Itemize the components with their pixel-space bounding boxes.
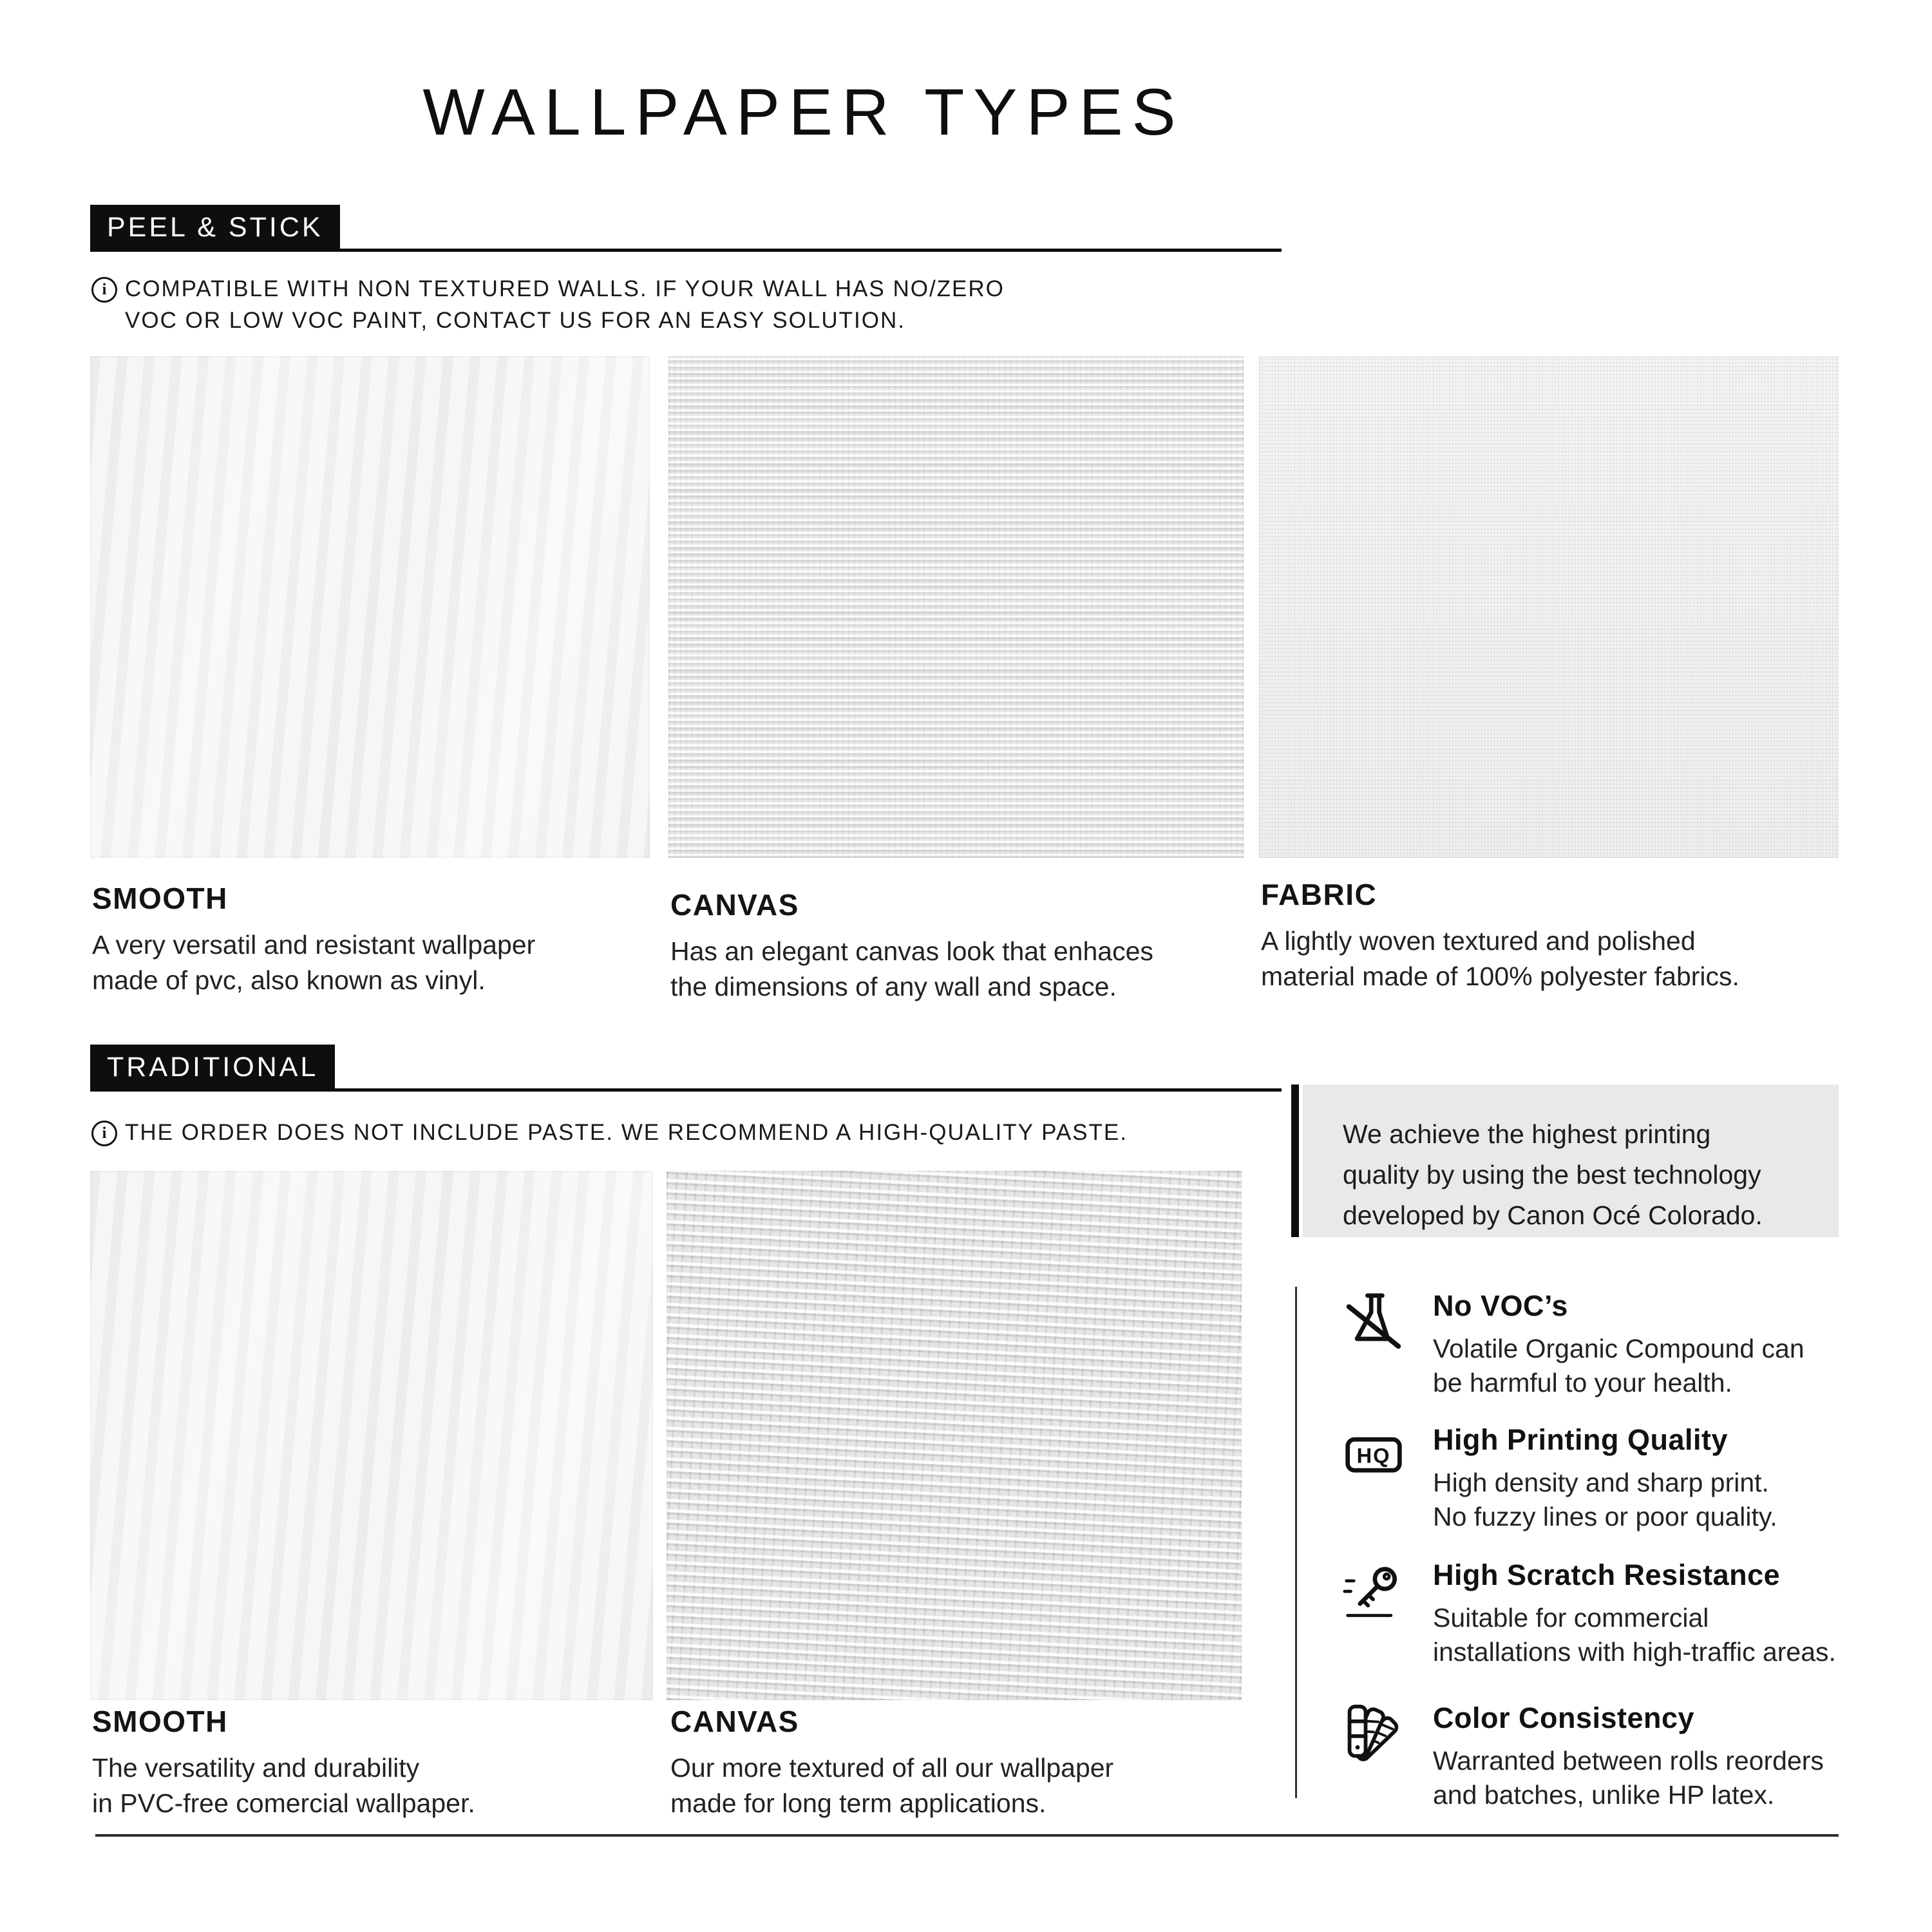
caption-peel-stick-smooth bbox=[92, 881, 659, 998]
desc-line: Our more textured of all our wallpaper bbox=[670, 1753, 1114, 1783]
bottom-divider-line bbox=[95, 1834, 1839, 1837]
quote-line: We achieve the highest printing bbox=[1343, 1119, 1711, 1149]
sample-description bbox=[1261, 923, 1828, 994]
info-note-text bbox=[125, 273, 1005, 336]
desc-line: made for long term applications. bbox=[670, 1788, 1046, 1818]
sample-title: CANVAS bbox=[670, 888, 799, 922]
caption-traditional-canvas bbox=[670, 1704, 1237, 1821]
sample-image-peel-stick-fabric bbox=[1259, 356, 1839, 858]
sample-description bbox=[92, 1750, 659, 1821]
info-note-peel-stick bbox=[91, 273, 1005, 336]
section-header-peel-stick bbox=[90, 205, 1282, 252]
feature-description bbox=[1433, 1466, 1777, 1534]
feature-title: Color Consistency bbox=[1433, 1701, 1695, 1734]
info-line: THE ORDER DOES NOT INCLUDE PASTE. WE RECOMMEND A HIGH-QUALITY PASTE. bbox=[125, 1120, 1128, 1145]
feature-high-printing-quality bbox=[1343, 1423, 1852, 1534]
desc-line: Warranted between rolls reorders bbox=[1433, 1746, 1824, 1776]
feature-description bbox=[1433, 1601, 1836, 1669]
feature-description bbox=[1433, 1744, 1824, 1812]
info-icon: i bbox=[91, 277, 117, 303]
printing-quality-quote bbox=[1303, 1084, 1839, 1237]
section-label-peel-stick: PEEL & STICK bbox=[90, 205, 340, 249]
feature-color-consistency bbox=[1343, 1701, 1852, 1812]
desc-line: High density and sharp print. bbox=[1433, 1468, 1769, 1497]
scratch-key-icon bbox=[1343, 1558, 1407, 1629]
caption-traditional-smooth bbox=[92, 1704, 659, 1821]
desc-line: No fuzzy lines or poor quality. bbox=[1433, 1502, 1777, 1531]
feature-high-scratch-resistance bbox=[1343, 1558, 1852, 1669]
sample-description bbox=[92, 927, 659, 998]
sample-description bbox=[670, 1750, 1237, 1821]
desc-line: A lightly woven textured and polished bbox=[1261, 926, 1696, 956]
quote-line: developed by Canon Océ Colorado. bbox=[1343, 1200, 1763, 1230]
feature-text bbox=[1433, 1423, 1777, 1534]
desc-line: Has an elegant canvas look that enhaces bbox=[670, 936, 1153, 966]
desc-line: in PVC-free comercial wallpaper. bbox=[92, 1788, 475, 1818]
feature-no-vocs bbox=[1343, 1289, 1852, 1400]
desc-line: installations with high-traffic areas. bbox=[1433, 1637, 1836, 1667]
sample-title: SMOOTH bbox=[92, 882, 228, 915]
info-note-text bbox=[125, 1117, 1128, 1148]
caption-peel-stick-canvas bbox=[670, 887, 1237, 1005]
feature-description bbox=[1433, 1332, 1804, 1400]
quote-line: quality by using the best technology bbox=[1343, 1160, 1761, 1189]
info-note-traditional bbox=[91, 1117, 1128, 1148]
feature-text bbox=[1433, 1289, 1804, 1400]
desc-line: and batches, unlike HP latex. bbox=[1433, 1780, 1775, 1810]
desc-line: Volatile Organic Compound can bbox=[1433, 1334, 1804, 1363]
desc-line: A very versatil and resistant wallpaper bbox=[92, 930, 536, 960]
desc-line: The versatility and durability bbox=[92, 1753, 420, 1783]
sidebar-divider-line bbox=[1295, 1287, 1297, 1798]
feature-title: High Scratch Resistance bbox=[1433, 1558, 1781, 1591]
desc-line: material made of 100% polyester fabrics. bbox=[1261, 961, 1739, 991]
hq-badge-label: HQ bbox=[1356, 1443, 1391, 1468]
color-swatches-icon bbox=[1343, 1701, 1407, 1772]
desc-line: be harmful to your health. bbox=[1433, 1368, 1732, 1397]
info-icon: i bbox=[91, 1121, 117, 1146]
caption-peel-stick-fabric bbox=[1261, 877, 1828, 994]
desc-line: the dimensions of any wall and space. bbox=[670, 972, 1117, 1001]
sample-image-traditional-smooth bbox=[90, 1171, 653, 1700]
feature-text bbox=[1433, 1558, 1836, 1669]
feature-title: High Printing Quality bbox=[1433, 1423, 1728, 1456]
sample-description bbox=[670, 934, 1237, 1005]
hq-badge-icon bbox=[1343, 1423, 1407, 1494]
desc-line: made of pvc, also known as vinyl. bbox=[92, 965, 486, 995]
desc-line: Suitable for commercial bbox=[1433, 1603, 1709, 1633]
info-line: VOC OR LOW VOC PAINT, CONTACT US FOR AN EASY SOLUTION. bbox=[125, 308, 905, 333]
feature-text bbox=[1433, 1701, 1824, 1812]
quote-accent-bar bbox=[1291, 1084, 1299, 1237]
section-label-traditional: TRADITIONAL bbox=[90, 1045, 335, 1088]
feature-title: No VOC’s bbox=[1433, 1289, 1568, 1322]
sample-image-peel-stick-canvas bbox=[668, 356, 1244, 858]
section-header-traditional bbox=[90, 1045, 1282, 1092]
sample-title: SMOOTH bbox=[92, 1705, 228, 1738]
sample-title: FABRIC bbox=[1261, 878, 1378, 911]
sample-title: CANVAS bbox=[670, 1705, 799, 1738]
info-line: COMPATIBLE WITH NON TEXTURED WALLS. IF YOUR WALL HAS NO/ZERO bbox=[125, 276, 1005, 301]
page-title: WALLPAPER TYPES bbox=[422, 75, 1185, 149]
sample-image-peel-stick-smooth bbox=[90, 356, 650, 858]
sample-image-traditional-canvas bbox=[667, 1171, 1242, 1700]
no-voc-flask-icon bbox=[1343, 1289, 1407, 1360]
